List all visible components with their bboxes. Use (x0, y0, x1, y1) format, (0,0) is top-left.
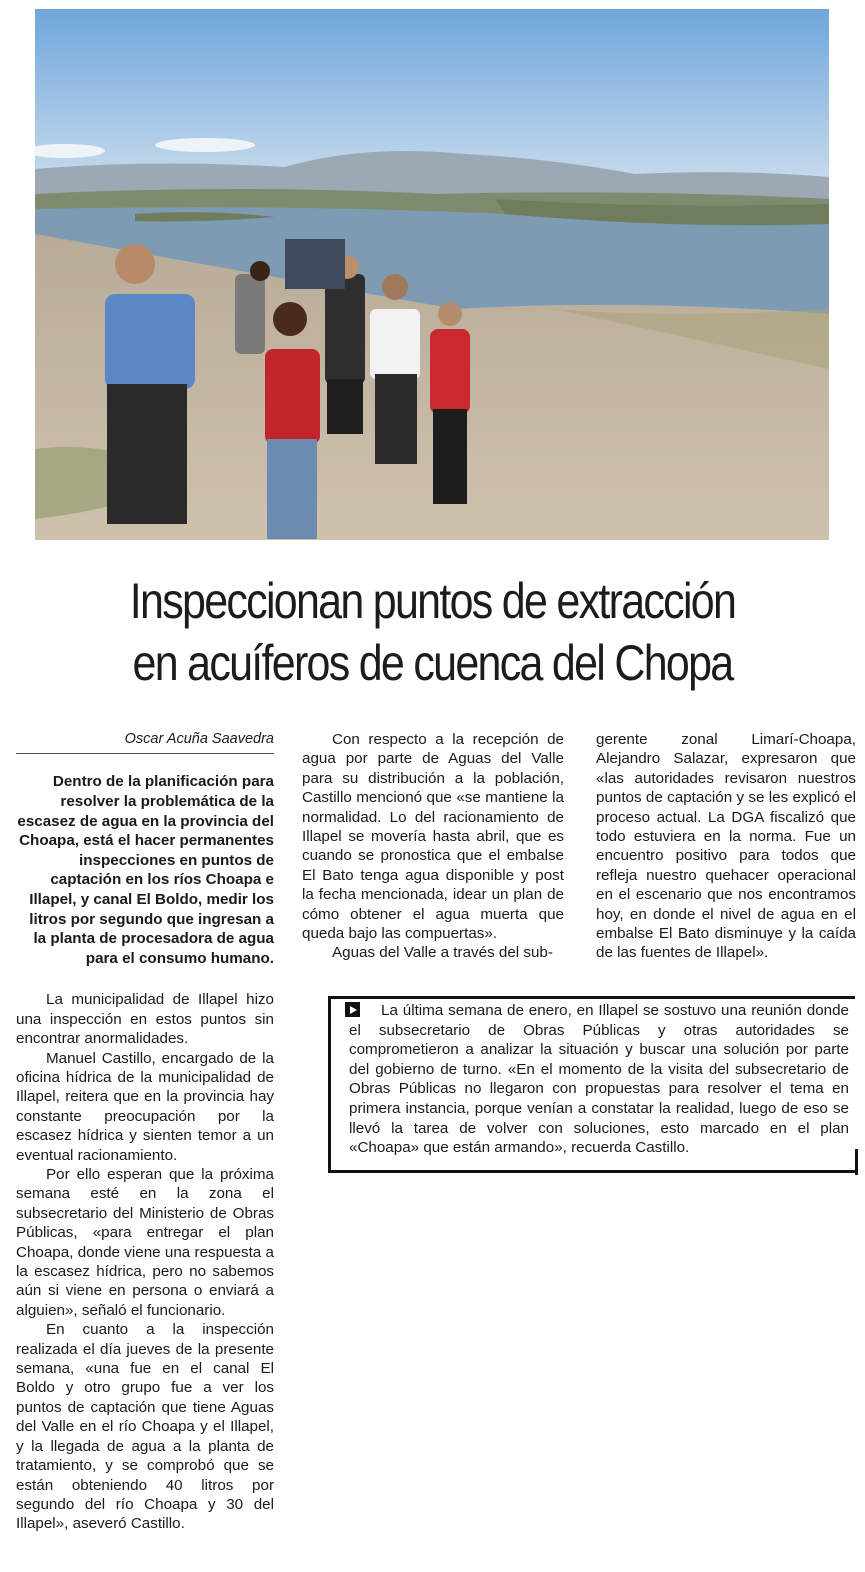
article-photo (35, 9, 829, 540)
body-paragraph: Con respecto a la recepción de agua por parte de Aguas del Valle para su distribución a la población, Castillo mencionó que «se mantiene la normalidad. Lo del racionamiento de Illapel se movería hasta abril, que es cuando se pronostica que el embalse El Bato tenga agua disponible y post la fecha mencionada, idear un plan de cómo obtener el agua muerta que queda bajo las compuertas». (302, 731, 564, 943)
body-paragraph: Manuel Castillo, encargado de la oficina hídrica de la municipalidad de Illapel, reitera que en la provincia hay constante preocupación por la escasez hídrica y sienten temor a un eventual racionamiento. (16, 1049, 274, 1164)
headline (61, 570, 805, 694)
column-1 (16, 730, 274, 1534)
lead-paragraph: Dentro de la planificación para resolver la problemática de la escasez de agua en la provincia del Choapa, está el hacer permanentes inspecciones en puntos de captación en los ríos Choapa e Illapel, y canal El Boldo, medir los litros por segundo que ingresan a la planta de procesadora de agua para el consumo humano. (17, 773, 274, 967)
callout-divider (328, 1170, 858, 1173)
body-paragraph: La municipalidad de Illapel hizo una inspección en estos puntos sin encontrar anormalidades. (16, 991, 274, 1048)
headline-line-2: en acuíferos de cuenca del Chopa (132, 635, 733, 691)
headline-line-1: Inspeccionan puntos de extracción (129, 573, 736, 629)
callout-box (328, 996, 855, 1173)
body-paragraph: Aguas del Valle a través del sub- (332, 944, 553, 962)
body-paragraph: Por ello esperan que la próxima semana esté en la zona el subsecretario del Ministerio de Obras Públicas, «para entregar el plan Choapa, donde viene una respuesta a la escasez hídrica, pero no sabemos aún si viene en persona o enviará a alguien», señaló el funcionario. (16, 1166, 274, 1319)
body-paragraph: gerente zonal Limarí-Choapa, Alejandro Salazar, expresaron que «las autoridades revisaron nuestros puntos de captación y se les explicó el proceso actual. La DGA fiscalizó que todo estuviera en la norma. Fue un encuentro positivo para todos que refleja nuestro quehacer operacional en el escenario que nos encontramos hoy, en donde el nivel de agua en el embalse El Bato disminuye y la caída de las fuentes de Illapel». (596, 731, 856, 962)
callout-text: La última semana de enero, en Illapel se sostuvo una reunión donde el subsecretario de Obras Públicas y otras autoridades se comprometieron a analizar la situación y buscar una solución por parte del gobierno de turno. «En el momento de la visita del subsecretario de Obras Públicas no llegaron con propuestas para resolver el tema en primera instancia, porque venían a constatar la realidad, luego de eso se llevó la tarea de volver con soluciones, esto marcado en el plan «Choapa» que están armando», recuerda Castillo. (349, 1002, 849, 1157)
column-3 (596, 730, 856, 963)
column-2 (302, 730, 564, 963)
byline: Oscar Acuña Saavedra (16, 730, 274, 754)
body-paragraph: En cuanto a la inspección realizada el día jueves de la presente semana, «una fue en el canal El Boldo y otro grupo fue a ver los puntos de captación que tiene Aguas del Valle en el río Choapa y el Illapel, y la llegada de agua a la planta de tratamiento, y se comprobó que se están obteniendo 40 litros por segundo del río Choapa y 30 del Illapel», aseveró Castillo. (16, 1321, 274, 1533)
